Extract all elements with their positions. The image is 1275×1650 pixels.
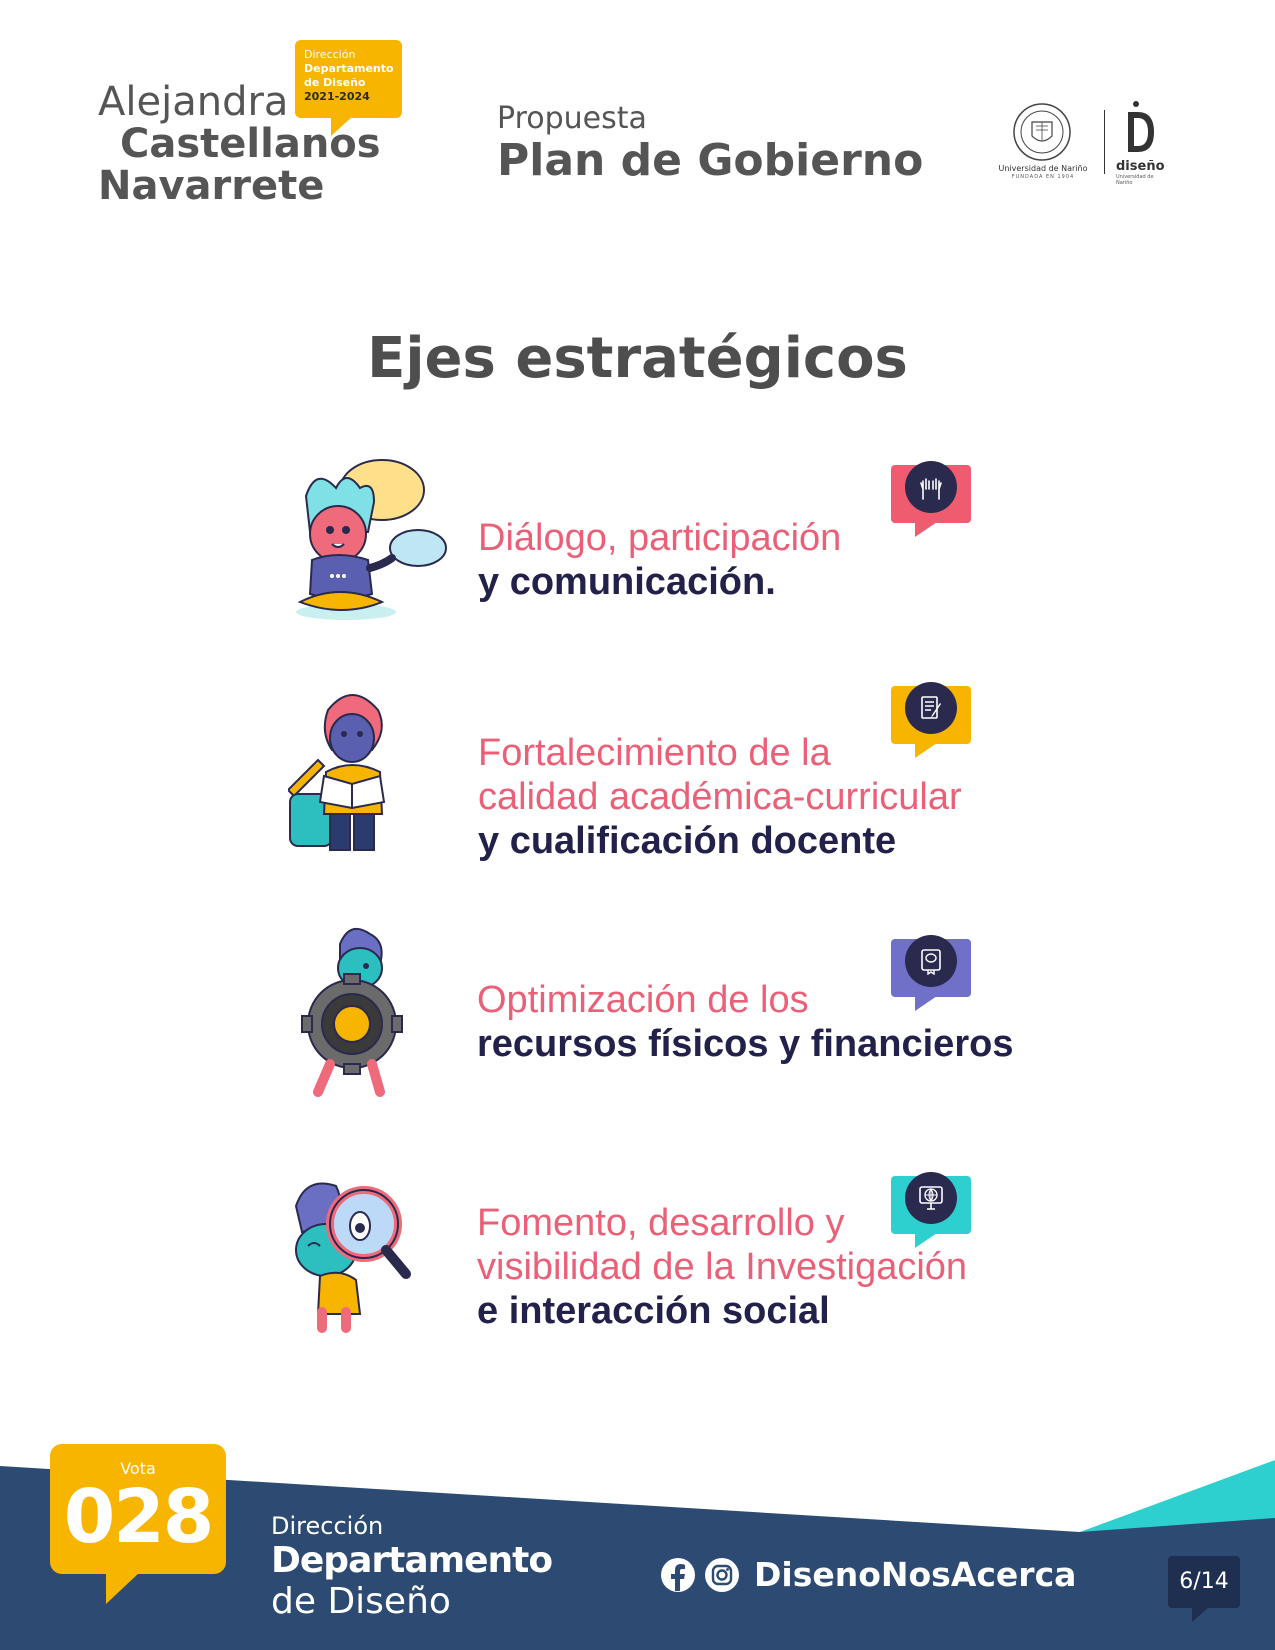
badge-line-3: de Diseño — [304, 76, 366, 89]
axis-1-text — [478, 516, 841, 604]
character-chatting-illustration — [286, 456, 452, 626]
logo-divider — [1104, 110, 1105, 174]
vote-number: 028 — [63, 1474, 213, 1560]
footer-direction-line-1: Dirección — [271, 1512, 384, 1540]
footer-direction — [271, 1512, 552, 1622]
page-indicator: 6/14 — [1168, 1556, 1240, 1608]
university-tagline: FUNDADA EN 1904 — [1011, 174, 1075, 180]
social-handle — [660, 1555, 1076, 1594]
footer-direction-line-3: de Diseño — [271, 1581, 451, 1622]
direction-badge — [295, 40, 402, 118]
social-handle-text[interactable]: DisenoNosAcerca — [754, 1555, 1077, 1594]
axis-3-line-1: Optimización de los — [477, 979, 809, 1021]
facebook-icon[interactable] — [660, 1557, 696, 1593]
document-pen-icon — [917, 694, 945, 722]
design-logo-tagline: Universidad de Nariño — [1116, 174, 1154, 186]
axis-3-text — [477, 978, 1013, 1066]
vote-badge — [50, 1444, 226, 1574]
candidate-last-name-1: Castellanos — [120, 121, 381, 167]
instagram-icon[interactable] — [704, 1557, 740, 1593]
badge-period: 2021-2024 — [304, 90, 370, 103]
certificate-book-icon — [917, 947, 945, 975]
proposal-kicker: Propuesta — [497, 101, 647, 136]
candidate-first-name: Alejandra — [98, 79, 289, 125]
badge-line-2: Departamento — [304, 62, 394, 75]
design-logo-text: diseño — [1116, 159, 1165, 174]
axis-4-emphasis: e interacción social — [477, 1290, 830, 1332]
vote-label: Vota — [120, 1459, 156, 1478]
axis-3-emphasis: recursos físicos y financieros — [477, 1023, 1014, 1065]
character-gear-illustration — [300, 924, 410, 1098]
character-magnifier-illustration — [286, 1176, 412, 1334]
page-title: Ejes estratégicos — [367, 326, 908, 391]
axis-1-chip — [891, 465, 971, 523]
axis-4-line-2: visibilidad de la Investigación — [477, 1246, 968, 1288]
axis-4-text — [477, 1201, 967, 1333]
university-name: Universidad de Nariño — [998, 164, 1088, 173]
design-logo-icon — [1120, 100, 1164, 160]
proposal-title: Plan de Gobierno — [497, 135, 924, 186]
character-reading-illustration — [288, 690, 418, 860]
footer-direction-line-2: Departamento — [271, 1540, 553, 1581]
badge-line-1: Dirección — [304, 48, 356, 61]
axis-1-line-1: Diálogo, participación — [478, 517, 842, 559]
candidate-last-name-2: Navarrete — [98, 163, 325, 209]
university-seal-icon — [1012, 102, 1072, 162]
axis-1-emphasis: y comunicación. — [478, 561, 776, 603]
institution-logos — [998, 100, 1168, 186]
axis-2-line-2: calidad académica-curricular — [478, 776, 962, 818]
axis-2-line-1: Fortalecimiento de la — [478, 732, 831, 774]
axis-2-emphasis: y cualificación docente — [478, 820, 897, 862]
axis-2-text — [478, 731, 962, 863]
proposal-heading — [497, 102, 923, 186]
raised-hands-icon — [917, 473, 945, 501]
axis-4-line-1: Fomento, desarrollo y — [477, 1202, 845, 1244]
